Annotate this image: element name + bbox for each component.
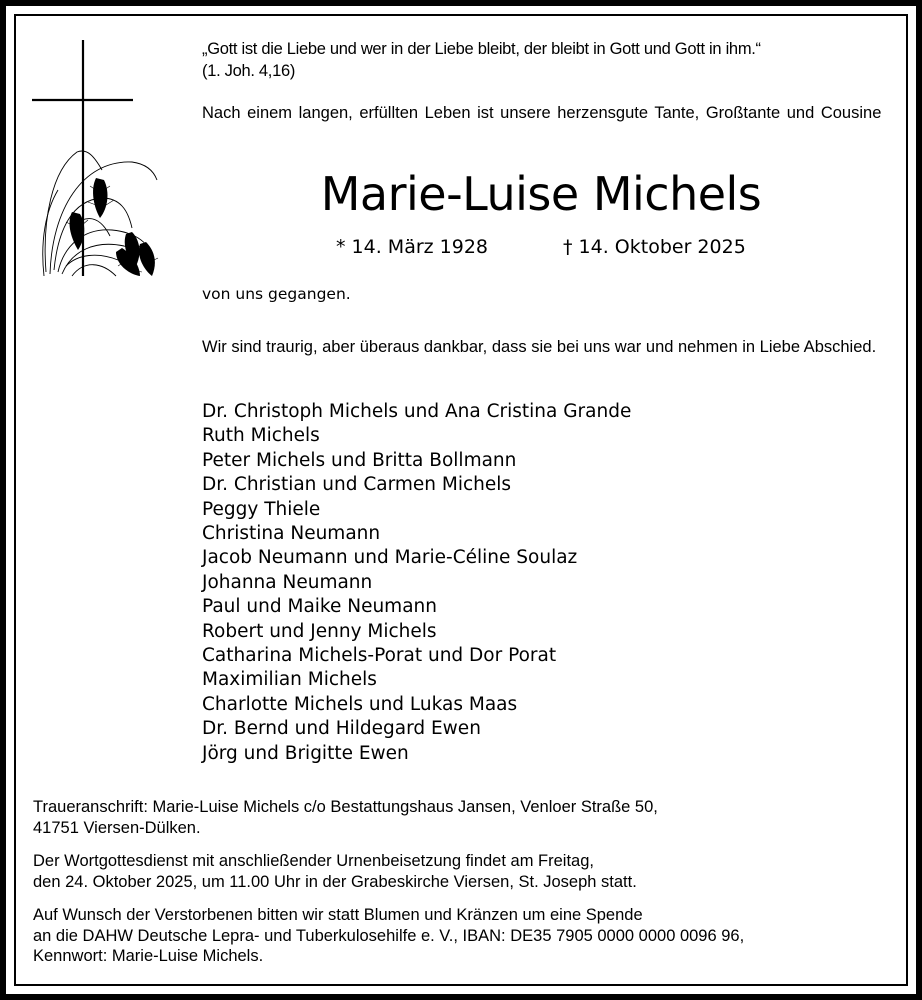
donation-line: Auf Wunsch der Verstorbenen bitten wir statt Blumen und Kränzen um eine Spende xyxy=(33,906,643,924)
intro-text: Nach einem langen, erfüllten Leben ist unsere herzensgute Tante, Großtante und Cousine xyxy=(202,104,882,122)
mourner-item: Dr. Christoph Michels und Ana Cristina Grande xyxy=(202,401,632,422)
deceased-name: Marie-Luise Michels xyxy=(320,167,762,221)
mourner-item: Robert und Jenny Michels xyxy=(202,620,437,642)
donation-info xyxy=(33,905,893,967)
mourner-item: Ruth Michels xyxy=(202,425,320,447)
mourner-item: Paul und Maike Neumann xyxy=(202,596,437,618)
mourner-item: Jacob Neumann und Marie-Céline Soulaz xyxy=(202,547,578,569)
cross-with-wheat-icon xyxy=(32,40,177,280)
death-date: † 14. Oktober 2025 xyxy=(563,236,746,258)
address-line: Traueranschrift: Marie-Luise Michels c/o Bestattungshaus Jansen, Venloer Straße 50, xyxy=(33,798,658,816)
quote-reference: (1. Joh. 4,16) xyxy=(202,62,296,80)
address-line: 41751 Viersen-Dülken. xyxy=(33,818,201,837)
service-info xyxy=(33,851,893,892)
quote-text: „Gott ist die Liebe und wer in der Liebe bleibt, der bleibt in Gott und Gott in ihm.“ xyxy=(202,40,761,58)
mourner-item: Maximilian Michels xyxy=(202,669,377,691)
thanks-text: Wir sind traurig, aber überaus dankbar, dass sie bei uns war und nehmen in Liebe Abschied. xyxy=(202,338,877,356)
mourning-address xyxy=(33,797,893,838)
donation-line: Kennwort: Marie-Luise Michels. xyxy=(33,947,264,965)
birth-date: * 14. März 1928 xyxy=(336,236,489,258)
passed-away-text: von uns gegangen. xyxy=(202,285,351,303)
mourner-item: Jörg und Brigitte Ewen xyxy=(202,742,409,764)
mourner-item: Charlotte Michels und Lukas Maas xyxy=(202,693,518,715)
mourner-item: Peter Michels und Britta Bollmann xyxy=(202,449,517,471)
mourner-item: Christina Neumann xyxy=(202,523,381,545)
service-line: Der Wortgottesdienst mit anschließender Urnenbeisetzung findet am Freitag, xyxy=(33,852,594,870)
mourner-item: Dr. Christian und Carmen Michels xyxy=(202,474,512,496)
bible-quote xyxy=(202,38,882,82)
mourner-item: Peggy Thiele xyxy=(202,498,321,520)
mourner-item: Johanna Neumann xyxy=(202,571,373,593)
donation-line: an die DAHW Deutsche Lepra- und Tuberkulosehilfe e. V., IBAN: DE35 7905 0000 0000 0096 96, xyxy=(33,926,745,945)
mourners-list xyxy=(202,400,631,766)
service-line: den 24. Oktober 2025, um 11.00 Uhr in der Grabeskirche Viersen, St. Joseph statt. xyxy=(33,872,637,891)
mourner-item: Catharina Michels-Porat und Dor Porat xyxy=(202,645,557,667)
mourner-item: Dr. Bernd und Hildegard Ewen xyxy=(202,718,481,740)
